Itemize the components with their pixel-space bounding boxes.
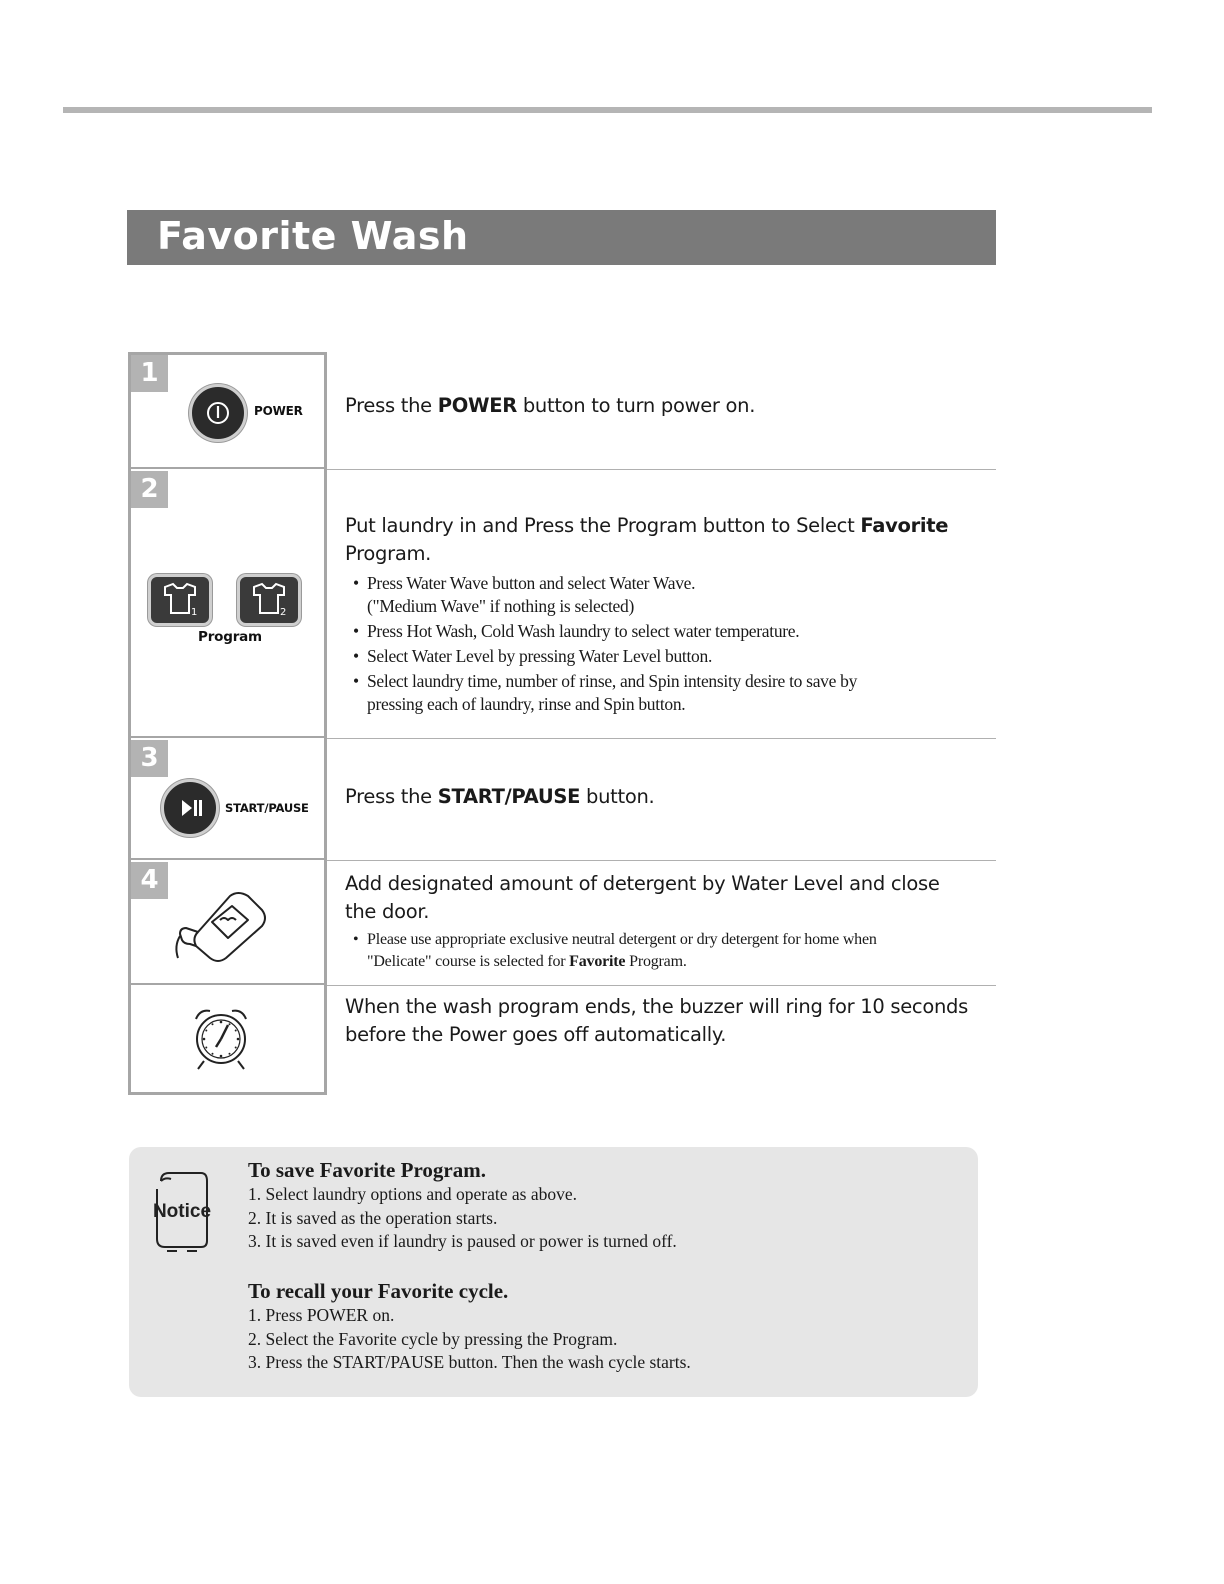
step-row [128,985,996,1089]
step-4-bullets [345,929,985,973]
step-1-text [345,392,985,420]
list-item: 1. Select laundry options and operate as above. [248,1184,577,1204]
bullet-text [367,951,985,973]
shirt-icon [240,577,298,623]
top-divider [63,107,1152,113]
bullet-text-bold: Favorite [569,953,626,970]
detergent-bottle-icon [168,888,273,964]
bullet-item: • Press Hot Wash, Cold Wash laundry to select water temperature. [345,620,985,643]
bullet-item [345,670,985,716]
step-5-text [345,993,985,1049]
list-item: 1. Press POWER on. [248,1305,395,1325]
step-text-bold: POWER [437,394,517,417]
step-text: When the wash program ends, the buzzer will ring for 10 seconds [345,995,968,1018]
power-symbol-icon [192,387,244,439]
step-text: Press the [345,785,438,808]
save-list [248,1183,677,1254]
list-item: 2. Select the Favorite cycle by pressing the Program. [248,1328,618,1349]
list-item: 2. It is saved as the operation starts. [248,1207,498,1228]
step-text-bold: START/PAUSE [437,785,581,808]
power-label: POWER [254,404,303,418]
alarm-clock-icon [188,1003,254,1071]
step-text-bold: Favorite [860,514,949,537]
step-number: 1 [131,355,168,392]
svg-text:1: 1 [191,607,198,618]
step-text: button. [580,785,655,808]
steps-table [128,352,996,1094]
save-heading: To save Favorite Program. [248,1158,486,1182]
step-text: button to turn power on. [516,394,756,417]
bullet-text-part: "Delicate" course is selected for [367,953,570,970]
notice-icon-label: Notice [152,1201,212,1222]
page-title: Favorite Wash [157,214,469,258]
list-item: 3. It is saved even if laundry is paused or power is turned off. [248,1231,677,1251]
program-button-1-icon [148,574,212,626]
recall-favorite-section [248,1278,691,1375]
start-pause-label: START/PAUSE [225,801,309,815]
step-text: before the Power goes off automatically. [345,1023,727,1046]
step-2-bullets [345,572,985,716]
step-text: Program. [345,542,432,565]
shirt-icon [151,577,209,623]
bullet-item [345,929,985,973]
notice-icon [151,1167,213,1257]
step-number: 3 [131,740,168,777]
step-text: Press the [345,394,438,417]
step-number: 2 [131,471,168,508]
program-button-2-icon [237,574,301,626]
step-row [128,352,996,469]
step-text: the door. [345,900,430,923]
notice-box [129,1147,978,1397]
step-row [128,738,996,860]
bullet-text: Press Water Wave button and select Water Wave. [367,573,696,593]
step-4-text [345,870,985,975]
step-row [128,469,996,738]
program-label: Program [198,629,262,645]
step-2-text [345,512,985,718]
svg-text:2: 2 [280,607,287,618]
bullet-text: ("Medium Wave" if nothing is selected) [367,596,634,616]
bullet-item: • Select Water Level by pressing Water Level button. [345,645,985,668]
step-3-text [345,783,985,811]
recall-heading: To recall your Favorite cycle. [248,1279,509,1303]
bullet-text: Select laundry time, number of rinse, and Spin intensity desire to save by [367,671,858,691]
bullet-text-part: Program. [625,953,687,970]
power-button-icon [189,384,247,442]
start-pause-button-icon [161,779,219,837]
play-pause-icon [164,782,216,834]
bullet-item [345,572,985,618]
step-text: Put laundry in and Press the Program button to Select [345,514,861,537]
save-favorite-section [248,1157,677,1254]
section-title-bar [127,210,996,265]
step-number: 4 [131,862,168,899]
recall-list [248,1304,691,1375]
step-row [128,860,996,985]
list-item: 3. Press the START/PAUSE button. Then the wash cycle starts. [248,1352,691,1372]
bullet-text: Please use appropriate exclusive neutral detergent or dry detergent for home when [367,931,877,948]
bullet-text: pressing each of laundry, rinse and Spin button. [367,694,686,714]
step-text: Add designated amount of detergent by Water Level and close [345,872,940,895]
